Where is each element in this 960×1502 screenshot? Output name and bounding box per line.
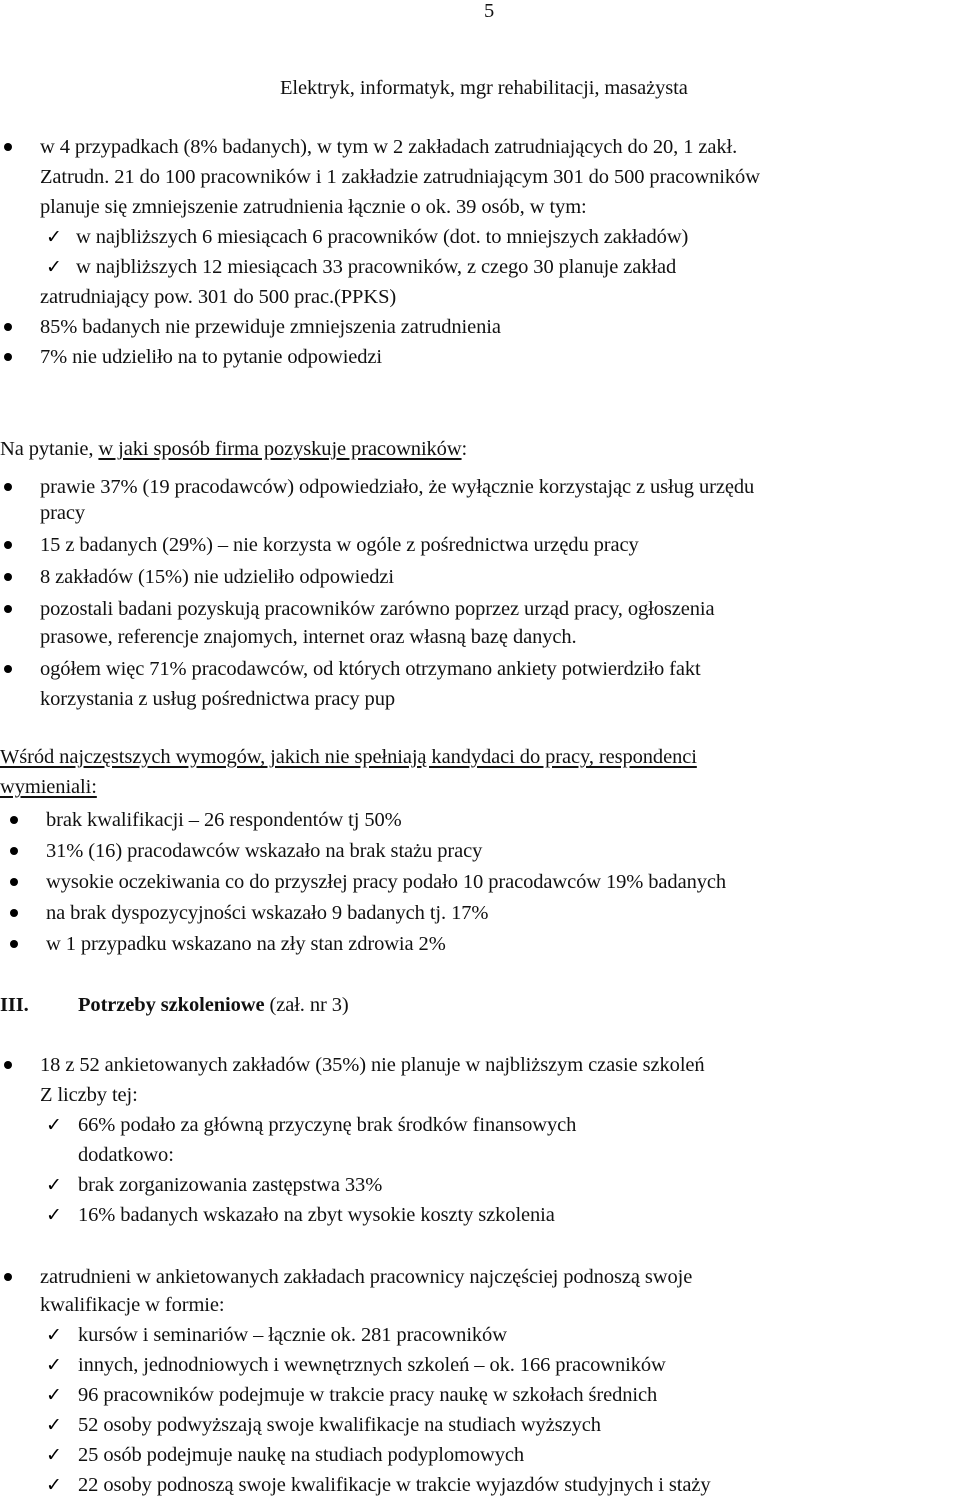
bullet-text: w 4 przypadkach (8% badanych), w tym w 2 zakładach zatrudniających do 20, 1 zakł. — [40, 136, 738, 158]
bullet-text: 8 zakładów (15%) nie udzieliło odpowiedzi — [40, 566, 394, 588]
bullet-text-cont: kwalifikacje w formie: — [40, 1294, 225, 1316]
bullet-text: prawie 37% (19 pracodawców) odpowiedziało, że wyłącznie korzystając z usług urzędu — [40, 476, 755, 498]
bullet-dot-icon — [10, 847, 18, 855]
check-item: kursów i seminariów – łącznie ok. 281 pracowników — [78, 1324, 507, 1346]
page-number: 5 — [484, 0, 495, 22]
check-item: 96 pracowników podejmuje w trakcie pracy naukę w szkołach średnich — [78, 1384, 658, 1406]
checkmark-icon: ✓ — [46, 256, 62, 278]
section-heading-underlined: wymieniali: — [0, 776, 97, 798]
bullet-dot-icon — [4, 573, 12, 581]
check-item: 25 osób podejmuje naukę na studiach podyplomowych — [78, 1444, 525, 1466]
check-item: innych, jednodniowych i wewnętrznych szkoleń – ok. 166 pracowników — [78, 1354, 666, 1376]
check-item-cont: zatrudniający pow. 301 do 500 prac.(PPKS) — [40, 286, 397, 308]
section-heading-underlined: Wśród najczęstszych wymogów, jakich nie spełniają kandydaci do pracy, respondenci — [0, 746, 697, 768]
bullet-dot-icon — [4, 605, 12, 613]
bullet-text-cont: Zatrudn. 21 do 100 pracowników i 1 zakładzie zatrudniającym 301 do 500 pracowników — [40, 166, 760, 188]
bullet-text: 7% nie udzieliło na to pytanie odpowiedzi — [40, 346, 383, 368]
bullet-dot-icon — [4, 143, 12, 151]
check-item: w najbliższych 12 miesiącach 33 pracowników, z czego 30 planuje zakład — [76, 256, 677, 278]
section-title-main: Potrzeby szkoleniowe — [78, 994, 265, 1016]
checkmark-icon: ✓ — [46, 1324, 62, 1346]
checkmark-icon: ✓ — [46, 226, 62, 248]
bullet-text-cont: Z liczby tej: — [40, 1084, 138, 1106]
bullet-dot-icon — [4, 323, 12, 331]
bullet-text: na brak dyspozycyjności wskazało 9 badanych tj. 17% — [46, 902, 489, 924]
bullet-text: zatrudnieni w ankietowanych zakładach pracownicy najczęściej podnoszą swoje — [40, 1266, 693, 1288]
bullet-text: 31% (16) pracodawców wskazało na brak stażu pracy — [46, 840, 483, 862]
bullet-text: 15 z badanych (29%) – nie korzysta w ogóle z pośrednictwa urzędu pracy — [40, 534, 639, 556]
checkmark-icon: ✓ — [46, 1174, 62, 1196]
bullet-dot-icon — [4, 483, 12, 491]
check-item: 16% badanych wskazało na zbyt wysokie koszty szkolenia — [78, 1204, 555, 1226]
bullet-text: brak kwalifikacji – 26 respondentów tj 50% — [46, 809, 402, 831]
bullet-text: 85% badanych nie przewiduje zmniejszenia zatrudnienia — [40, 316, 501, 338]
bullet-dot-icon — [10, 940, 18, 948]
bullet-dot-icon — [4, 541, 12, 549]
checkmark-icon: ✓ — [46, 1114, 62, 1136]
check-item: brak zorganizowania zastępstwa 33% — [78, 1174, 383, 1196]
bullet-text: w 1 przypadku wskazano na zły stan zdrowia 2% — [46, 933, 446, 955]
checkmark-icon: ✓ — [46, 1414, 62, 1436]
check-item: 52 osoby podwyższają swoje kwalifikacje na studiach wyższych — [78, 1414, 601, 1436]
bullet-dot-icon — [10, 909, 18, 917]
bullet-text: wysokie oczekiwania co do przyszłej pracy podało 10 pracodawców 19% badanych — [46, 871, 727, 893]
check-item: 22 osoby podnoszą swoje kwalifikacje w trakcie wyjazdów studyjnych i staży — [78, 1474, 711, 1496]
bullet-text: pozostali badani pozyskują pracowników zarówno poprzez urząd pracy, ogłoszenia — [40, 598, 715, 620]
bullet-dot-icon — [10, 878, 18, 886]
bullet-dot-icon — [4, 1061, 12, 1069]
bullet-dot-icon — [4, 665, 12, 673]
bullet-text: 18 z 52 ankietowanych zakładów (35%) nie planuje w najbliższym czasie szkoleń — [40, 1054, 705, 1076]
section-title — [78, 992, 349, 1018]
bullet-dot-icon — [10, 816, 18, 824]
check-item: w najbliższych 6 miesiącach 6 pracowników (dot. to mniejszych zakładów) — [76, 226, 689, 248]
intro-prefix: Na pytanie, — [0, 438, 99, 460]
bullet-text-cont: pracy — [40, 502, 86, 524]
bullet-dot-icon — [4, 353, 12, 361]
checkmark-icon: ✓ — [46, 1204, 62, 1226]
section-number: III. — [0, 994, 29, 1016]
checkmark-icon: ✓ — [46, 1384, 62, 1406]
bullet-dot-icon — [4, 1273, 12, 1281]
bullet-text-cont: prasowe, referencje znajomych, internet oraz własną bazę danych. — [40, 626, 577, 648]
section-intro — [0, 436, 467, 462]
section-title-note: (zał. nr 3) — [264, 994, 349, 1016]
bullet-text-cont: planuje się zmniejszenie zatrudnienia łącznie o ok. 39 osób, w tym: — [40, 196, 587, 218]
checkmark-icon: ✓ — [46, 1354, 62, 1376]
bullet-text: ogółem więc 71% pracodawców, od których otrzymano ankiety potwierdziło fakt — [40, 658, 701, 680]
check-item: 66% podało za główną przyczynę brak środków finansowych — [78, 1114, 577, 1136]
check-item-cont: dodatkowo: — [78, 1144, 174, 1166]
intro-suffix: : — [461, 438, 468, 460]
checkmark-icon: ✓ — [46, 1444, 62, 1466]
bullet-text-cont: korzystania z usług pośrednictwa pracy pup — [40, 688, 396, 710]
intro-underlined: w jaki sposób firma pozyskuje pracowników — [98, 438, 462, 460]
section-heading: Elektryk, informatyk, mgr rehabilitacji, masażysta — [280, 77, 688, 99]
checkmark-icon: ✓ — [46, 1474, 62, 1496]
